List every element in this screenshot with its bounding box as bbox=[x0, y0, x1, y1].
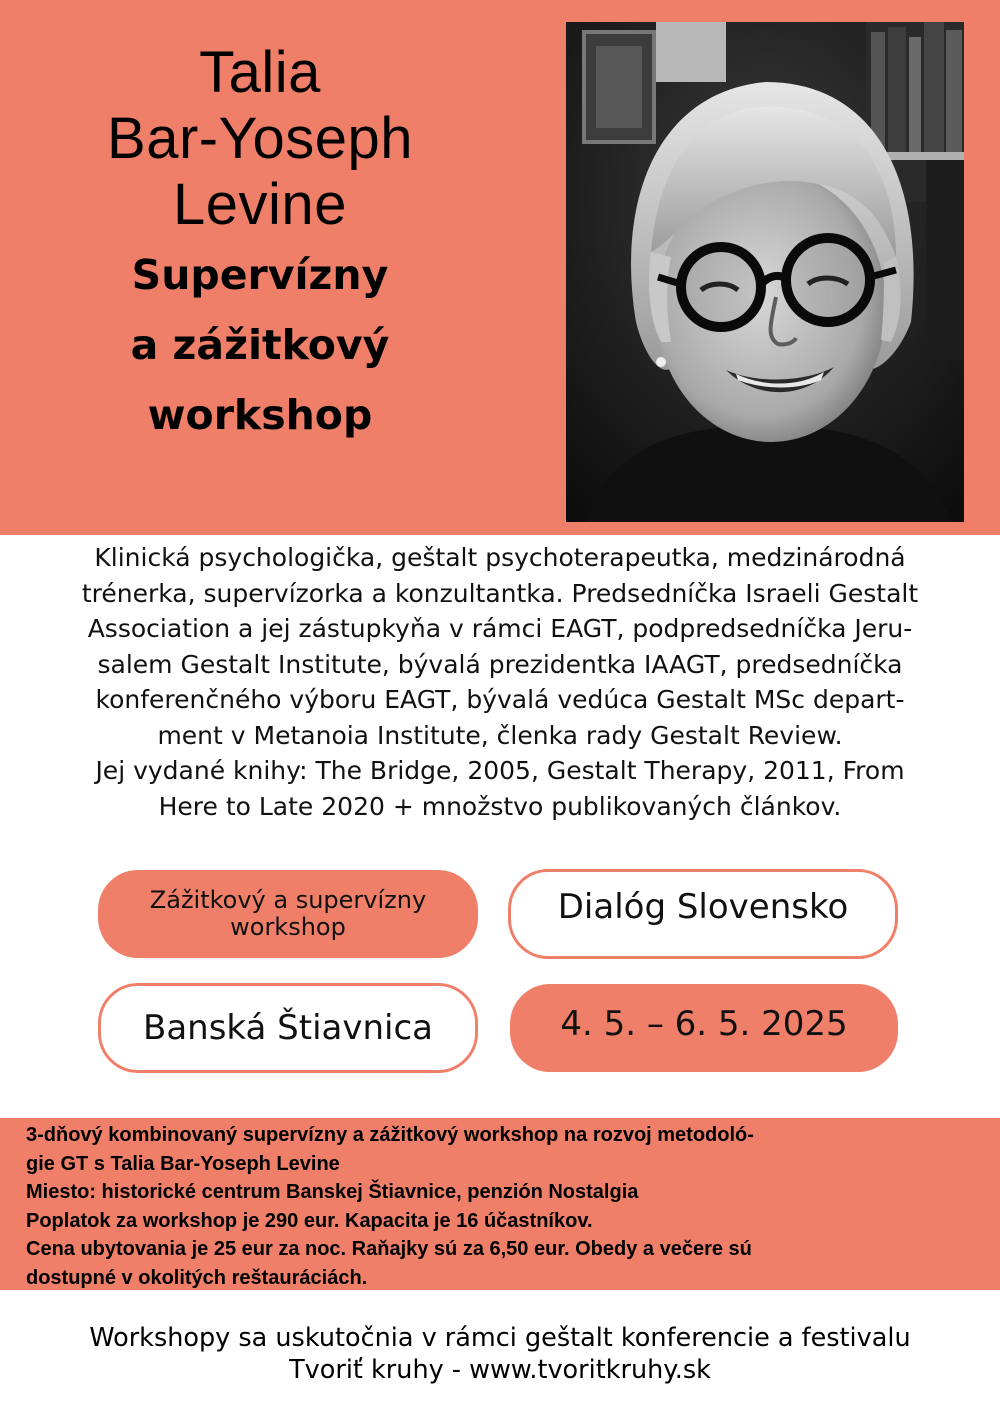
organizer-label: Dialóg Slovensko bbox=[557, 887, 849, 927]
workshop-details bbox=[26, 1121, 986, 1292]
location-badge bbox=[98, 983, 478, 1073]
bio-line: konferenčného výboru EAGT, bývalá vedúca Gestalt MSc depart- bbox=[95, 685, 905, 714]
workshop-type-line: workshop bbox=[230, 913, 346, 941]
bio-line: salem Gestalt Institute, bývalá prezidentka IAAGT, predsedníčka bbox=[97, 649, 903, 679]
organizer-badge bbox=[508, 869, 898, 959]
details-line: gie GT s Talia Bar-Yoseph Levine bbox=[26, 1152, 340, 1175]
footer-line: Tvoriť kruhy - www.tvoritkruhy.sk bbox=[289, 1355, 711, 1385]
poster-title bbox=[20, 40, 500, 450]
bio-line: Here to Late 2020 + množstvo publikovaných článkov. bbox=[158, 791, 842, 821]
workshop-subtitle-line: Supervízny bbox=[131, 251, 389, 299]
details-line: Cena ubytovania je 25 eur za noc. Raňajky sú za 6,50 eur. Obedy a večere sú bbox=[26, 1238, 752, 1260]
dates-badge bbox=[510, 984, 898, 1072]
footer-line: Workshopy sa uskutočnia v rámci geštalt konferencie a festivalu bbox=[89, 1323, 911, 1353]
bio-line: Jej vydané knihy: The Bridge, 2005, Gestalt Therapy, 2011, From bbox=[95, 756, 905, 785]
location-label: Banská Štiavnica bbox=[143, 1008, 433, 1048]
details-line: 3-dňový kombinovaný supervízny a zážitkový workshop na rozvoj metodoló- bbox=[26, 1124, 754, 1146]
bio-line: trénerka, supervízorka a konzultantka. Predsedníčka Israeli Gestalt bbox=[81, 578, 919, 608]
speaker-portrait-photo bbox=[566, 22, 964, 522]
details-line: Poplatok za workshop je 290 eur. Kapacita je 16 účastníkov. bbox=[26, 1209, 593, 1232]
speaker-name-line: Levine bbox=[173, 172, 347, 237]
details-line: dostupné v okolitých reštauráciách. bbox=[26, 1266, 368, 1289]
workshop-type-line: Zážitkový a supervízny bbox=[149, 886, 427, 914]
footer-note bbox=[0, 1322, 1000, 1386]
bio-line: ment v Metanoia Institute, členka rady Gestalt Review. bbox=[157, 720, 843, 750]
workshop-type-badge bbox=[98, 870, 478, 958]
workshop-subtitle-line: a zážitkový bbox=[130, 321, 390, 369]
workshop-subtitle-line: workshop bbox=[147, 391, 373, 439]
speaker-name-line: Talia bbox=[199, 40, 321, 105]
speaker-biography bbox=[10, 540, 990, 824]
bio-line: Association a jej zástupkyňa v rámci EAGT, podpredsedníčka Jeru- bbox=[87, 614, 913, 643]
dates-label: 4. 5. – 6. 5. 2025 bbox=[560, 1004, 848, 1044]
portrait-illustration bbox=[566, 22, 964, 522]
speaker-name-line: Bar-Yoseph bbox=[107, 106, 413, 171]
bio-line: Klinická psychologička, geštalt psychoterapeutka, medzinárodná bbox=[94, 543, 906, 572]
details-line: Miesto: historické centrum Banskej Štiavnice, penzión Nostalgia bbox=[26, 1181, 639, 1203]
